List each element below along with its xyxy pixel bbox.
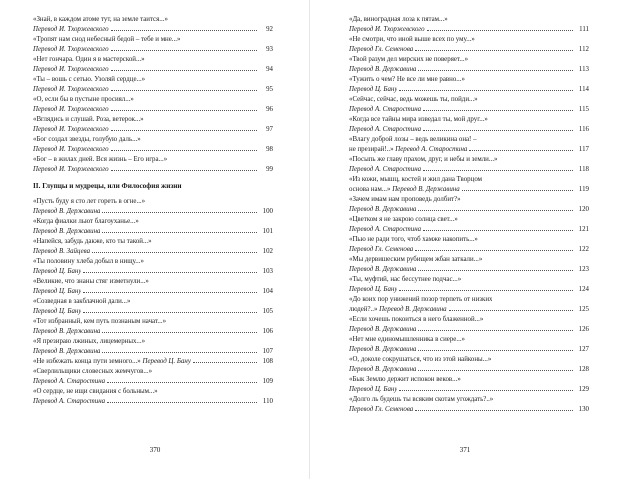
translator-credit: Перевод И. Тхоржевского <box>33 46 109 53</box>
toc-entry-title-line <box>33 55 273 65</box>
toc-entry <box>349 375 589 395</box>
poem-first-line: «О, доколе сокрушаться, что из этой найконы...» <box>349 356 492 363</box>
toc-entry-translator-line <box>33 307 273 317</box>
toc-entry-translator-line <box>33 247 273 257</box>
toc-entry <box>33 95 273 115</box>
poem-first-line: «Когда фиалки льют благоуханье...» <box>33 218 139 225</box>
poem-first-line: «Долго ль будешь ты всяким скотам угождать?..» <box>349 396 494 403</box>
translator-credit: Перевод И. Тхоржевского <box>33 26 109 33</box>
toc-entry <box>349 235 589 255</box>
leader-dots <box>423 230 573 231</box>
toc-entry-translator-line <box>349 205 589 215</box>
page-reference: 118 <box>578 166 589 173</box>
leader-dots <box>83 312 257 313</box>
leader-dots <box>418 370 573 371</box>
poem-first-line: «Знай, в каждом атоме тут, на земле таится...» <box>33 16 168 23</box>
translator-credit-inline: Перевод В. Державина <box>392 186 460 193</box>
page-reference: 95 <box>266 86 273 93</box>
toc-entry-title-line <box>349 215 589 225</box>
leader-dots <box>111 170 257 171</box>
page-reference: 96 <box>266 106 273 113</box>
translator-credit: Перевод Ц. Бану <box>349 86 398 93</box>
leader-dots <box>111 130 257 131</box>
translator-credit: Перевод В. Зайцева <box>33 248 91 255</box>
leader-dots <box>399 390 573 391</box>
toc-entry-title-line <box>33 387 273 397</box>
leader-dots <box>427 30 573 31</box>
toc-entry-translator-line <box>33 227 273 237</box>
leader-dots <box>423 170 573 171</box>
toc-entry-translator-line <box>33 125 273 135</box>
leader-dots <box>415 410 573 411</box>
toc-entry-translator-line <box>349 245 589 255</box>
toc-entry-translator-line <box>349 45 589 55</box>
leader-dots <box>102 332 257 333</box>
leader-dots <box>418 330 573 331</box>
leader-dots <box>111 90 257 91</box>
poem-first-line: «Пусть буду я сто лет гореть в огне...» <box>33 198 146 205</box>
translator-credit-inline: Перевод В. Державина <box>379 306 447 313</box>
poem-first-line: «Если хочешь покоиться в него блаженной...» <box>349 316 484 323</box>
page-reference: 114 <box>578 86 589 93</box>
left-entries-part2 <box>33 197 273 407</box>
toc-entry <box>349 155 589 175</box>
toc-entry-translator-line <box>349 165 589 175</box>
poem-first-line: «Ты – вошь с сетью. Узоляй сердце...» <box>33 76 146 83</box>
page-reference: 128 <box>578 366 589 373</box>
leader-dots <box>92 252 257 253</box>
toc-entry-translator-line <box>349 85 589 95</box>
toc-entry-translator-line <box>349 125 589 135</box>
toc-entry-translator-line <box>33 347 273 357</box>
toc-entry-title-line <box>349 115 589 125</box>
page-reference: 115 <box>578 106 589 113</box>
leader-dots <box>107 382 257 383</box>
toc-entry-title-line <box>349 135 589 145</box>
toc-entry-title-line <box>349 375 589 385</box>
toc-entry-title-line <box>33 75 273 85</box>
poem-first-line: «Не избежать конца пути земного...» Перевод Ц. Бану <box>33 358 191 365</box>
toc-entry-title-line <box>349 395 589 405</box>
toc-entry-title-line <box>349 355 589 365</box>
toc-entry-translator-line <box>33 25 273 35</box>
toc-entry-title-line <box>33 357 273 367</box>
toc-entry <box>349 315 589 335</box>
right-page <box>310 0 620 479</box>
translator-credit: Перевод А. Старостина <box>349 126 422 133</box>
page-reference: 104 <box>262 288 273 295</box>
toc-entry-title-line <box>349 95 589 105</box>
toc-entry-translator-line <box>33 105 273 115</box>
leader-dots <box>102 232 257 233</box>
page-reference: 109 <box>262 378 273 385</box>
translator-credit: Перевод И. Тхоржевского <box>33 126 109 133</box>
page-reference: 124 <box>578 286 589 293</box>
poem-first-line: «Ты, муфтий, нас бессутнее подчас...» <box>349 276 462 283</box>
page-reference: 94 <box>266 66 273 73</box>
poem-first-line: «Бог – в жилах дней. Вся жизнь – Его игра...» <box>33 156 168 163</box>
page-reference: 112 <box>578 46 589 53</box>
leader-dots <box>111 110 257 111</box>
toc-entry-translator-line <box>33 377 273 387</box>
toc-entry-title-line <box>349 75 589 85</box>
translator-credit: Перевод И. Тхоржевского <box>33 166 109 173</box>
toc-entry-translator-line <box>33 165 273 175</box>
poem-first-line: «Твой разум дел мирских не поверяет...» <box>349 56 469 63</box>
translator-credit: Перевод А. Старостина <box>349 166 422 173</box>
translator-credit: Перевод И. Тхоржевского <box>33 106 109 113</box>
toc-entry-title-line <box>33 35 273 45</box>
translator-credit: Перевод Ц. Бану <box>33 308 82 315</box>
translator-credit: Перевод И. Тхоржевского <box>33 146 109 153</box>
translator-credit: Перевод Гл. Семенова <box>349 246 414 253</box>
page-reference: 122 <box>578 246 589 253</box>
page-reference: 99 <box>266 166 273 173</box>
page-reference: 92 <box>266 26 273 33</box>
page-reference: 121 <box>578 226 589 233</box>
toc-entry <box>33 35 273 55</box>
leader-dots <box>111 50 257 51</box>
toc-entry-translator-line <box>33 207 273 217</box>
toc-entry-title-line <box>33 317 273 327</box>
toc-entry-translator-line <box>349 345 589 355</box>
toc-entry-translator-line <box>349 185 589 195</box>
toc-entry-title-line <box>33 367 273 377</box>
toc-entry <box>33 217 273 237</box>
translator-credit: Перевод В. Державина <box>349 346 417 353</box>
leader-dots <box>193 362 257 363</box>
poem-first-line: «Бык Землю держит испокон веков...» <box>349 376 461 383</box>
poem-first-line: «Я презираю лжиных, лицемерных...» <box>33 338 146 345</box>
toc-entry-translator-line <box>33 145 273 155</box>
toc-entry <box>349 35 589 55</box>
toc-entry <box>349 115 589 135</box>
right-entries <box>349 15 589 415</box>
toc-entry <box>349 295 589 315</box>
toc-entry-translator-line <box>33 397 273 407</box>
leader-dots <box>83 272 257 273</box>
page-reference: 129 <box>578 386 589 393</box>
translator-credit: людей?..» Перевод В. Державина <box>349 306 447 313</box>
toc-entry-title-line <box>349 55 589 65</box>
poem-first-line: «Из кожи, мышц, костей и жил дана Творцом <box>349 176 482 183</box>
poem-first-line: «Нет мне единомышленника в сиере...» <box>349 336 465 343</box>
toc-entry <box>349 195 589 215</box>
toc-entry-translator-line <box>33 65 273 75</box>
toc-entry-title-line <box>33 197 273 207</box>
translator-credit: не презирай!..» Перевод А. Старостина <box>349 146 468 153</box>
toc-entry-title-line <box>349 195 589 205</box>
toc-entry <box>33 135 273 155</box>
leader-dots <box>399 290 573 291</box>
toc-entry <box>33 297 273 317</box>
page-reference: 110 <box>262 398 273 405</box>
translator-credit: Перевод И. Тхоржевского <box>33 86 109 93</box>
toc-entry-title-line <box>349 275 589 285</box>
poem-first-line: «Пью не ради того, чтоб хамже накопить...» <box>349 236 478 243</box>
toc-entry-title-line <box>33 115 273 125</box>
toc-entry <box>349 175 589 195</box>
leader-dots <box>83 292 257 293</box>
poem-first-line: «Великие, что знаны стяг изметнули...» <box>33 278 149 285</box>
poem-first-line: «Тужить о чем? Не все ли мне равно...» <box>349 76 465 83</box>
poem-first-line: «Зачем имам нам проповедь долбит?» <box>349 196 461 203</box>
translator-credit: Перевод В. Державина <box>349 266 417 273</box>
toc-entry <box>349 335 589 355</box>
page-reference: 113 <box>578 66 589 73</box>
toc-entry <box>33 357 273 367</box>
toc-entry <box>33 337 273 357</box>
left-contents-column <box>33 15 273 407</box>
toc-entry-title-line <box>349 15 589 25</box>
translator-credit: Перевод Ц. Бану <box>33 268 82 275</box>
toc-entry <box>349 75 589 95</box>
poem-first-line: «Посыпь же главу прахом, друг, и небы и земли...» <box>349 156 498 163</box>
translator-credit: Перевод И. Тхоржевского <box>33 66 109 73</box>
toc-entry-translator-line <box>349 105 589 115</box>
translator-credit: основа нам...» Перевод В. Державина <box>349 186 460 193</box>
toc-entry <box>349 255 589 275</box>
toc-entry-title-line <box>349 315 589 325</box>
toc-entry-translator-line <box>349 405 589 415</box>
toc-entry <box>33 257 273 277</box>
page-reference: 130 <box>578 406 589 413</box>
toc-entry <box>349 95 589 115</box>
leader-dots <box>418 70 573 71</box>
page-reference: 108 <box>262 358 273 365</box>
left-entries-part1 <box>33 15 273 175</box>
poem-first-line: «Сейчас, сейчас, ведь можешь ты, пойди...» <box>349 96 478 103</box>
toc-entry <box>33 75 273 95</box>
leader-dots <box>423 110 573 111</box>
page-reference: 125 <box>578 306 589 313</box>
poem-first-line: «Да, виноградная лоза к пятам...» <box>349 16 448 23</box>
toc-entry-title-line <box>349 255 589 265</box>
translator-credit: Перевод В. Державина <box>33 348 101 355</box>
toc-entry-translator-line <box>33 45 273 55</box>
translator-credit: Перевод А. Старостина <box>33 378 106 385</box>
toc-entry <box>349 15 589 35</box>
toc-entry <box>349 55 589 75</box>
poem-first-line: «Тропят нам снод небесный бедой – тебе и мне...» <box>33 36 181 43</box>
right-page-number: 371 <box>459 446 471 454</box>
translator-credit: Перевод А. Старостина <box>349 226 422 233</box>
page-reference: 127 <box>578 346 589 353</box>
toc-entry-title-line <box>349 335 589 345</box>
poem-first-line: «Бог создал звезды, голубую даль...» <box>33 136 141 143</box>
toc-entry <box>33 277 273 297</box>
leader-dots <box>111 70 257 71</box>
toc-entry-title-line <box>33 95 273 105</box>
leader-dots <box>469 150 573 151</box>
toc-entry-title-line <box>33 135 273 145</box>
toc-entry <box>349 355 589 375</box>
toc-entry <box>33 15 273 35</box>
toc-entry-translator-line <box>33 287 273 297</box>
toc-entry <box>33 197 273 217</box>
poem-first-line: «Созведная в закблачной дали...» <box>33 298 131 305</box>
toc-entry-title-line <box>33 237 273 247</box>
toc-entry-title-line <box>33 217 273 227</box>
page-reference: 101 <box>262 228 273 235</box>
poem-first-line: «Тот избранный, кем путь познаным начат...» <box>33 318 167 325</box>
toc-entry-translator-line <box>33 267 273 277</box>
leader-dots <box>418 210 573 211</box>
poem-first-line: «Сверлильщики словесных жемчугов...» <box>33 368 153 375</box>
leader-dots <box>399 90 573 91</box>
translator-credit: Перевод Гл. Семенова <box>349 46 414 53</box>
translator-credit: Перевод Ц. Бану <box>349 386 398 393</box>
leader-dots <box>415 50 573 51</box>
toc-entry-translator-line <box>349 305 589 315</box>
toc-entry-translator-line <box>349 285 589 295</box>
toc-entry <box>349 395 589 415</box>
page-reference: 123 <box>578 266 589 273</box>
toc-entry <box>33 155 273 175</box>
poem-first-line: «О, если бы в пустыне просиял...» <box>33 96 134 103</box>
page-reference: 105 <box>262 308 273 315</box>
toc-entry-title-line <box>349 175 589 185</box>
page-reference: 106 <box>262 328 273 335</box>
translator-credit: Перевод В. Державина <box>33 208 101 215</box>
page-reference: 97 <box>266 126 273 133</box>
toc-entry-translator-line <box>33 327 273 337</box>
translator-credit: Перевод В. Державина <box>33 328 101 335</box>
leader-dots <box>111 30 257 31</box>
poem-first-line: «Влагу доброй лозы – ведь великина она! – <box>349 136 477 143</box>
toc-entry <box>33 367 273 387</box>
page-reference: 126 <box>578 326 589 333</box>
translator-credit: Перевод И. Тхоржевского <box>349 26 425 33</box>
poem-first-line: «Нет гончара. Один я в мастерской...» <box>33 56 145 63</box>
translator-credit: Перевод В. Державина <box>349 326 417 333</box>
poem-first-line: «Вглядись и слушай. Роза, ветерок...» <box>33 116 144 123</box>
toc-entry-translator-line <box>349 145 589 155</box>
toc-entry-title-line <box>33 297 273 307</box>
leader-dots <box>418 270 573 271</box>
leader-dots <box>107 402 257 403</box>
leader-dots <box>415 250 573 251</box>
toc-entry <box>33 317 273 337</box>
page-reference: 120 <box>578 206 589 213</box>
poem-first-line: «Ты половину хлеба добыл в нищу...» <box>33 258 144 265</box>
toc-entry-title-line <box>33 155 273 165</box>
toc-entry-title-line <box>33 337 273 347</box>
page-reference: 102 <box>262 248 273 255</box>
left-page-number: 370 <box>149 446 161 454</box>
right-contents-column <box>349 15 589 415</box>
page-reference: 100 <box>262 208 273 215</box>
leader-dots <box>423 130 573 131</box>
translator-credit: Перевод В. Державина <box>349 206 417 213</box>
toc-entry <box>33 387 273 407</box>
toc-entry-translator-line <box>349 265 589 275</box>
leader-dots <box>102 212 257 213</box>
toc-entry-title-line <box>33 277 273 287</box>
toc-entry-translator-line <box>349 65 589 75</box>
poem-first-line: «О сердце, не ищи свидания с больным...» <box>33 388 158 395</box>
translator-credit: Перевод Ц. Бану <box>349 286 398 293</box>
translator-credit: Перевод А. Старостина <box>33 398 106 405</box>
page-reference: 117 <box>578 146 589 153</box>
toc-entry <box>349 135 589 155</box>
translator-credit-inline: Перевод А. Старостина <box>395 146 468 153</box>
page-reference: 103 <box>262 268 273 275</box>
poem-first-line: «Напейся, забудь дакже, кто ты такой...» <box>33 238 152 245</box>
leader-dots <box>111 150 257 151</box>
leader-dots <box>418 350 573 351</box>
toc-entry-translator-line <box>349 325 589 335</box>
toc-entry-title-line <box>33 257 273 267</box>
leader-dots <box>449 310 573 311</box>
toc-entry <box>349 215 589 235</box>
toc-entry-title-line <box>349 35 589 45</box>
page-reference: 116 <box>578 126 589 133</box>
page-reference: 107 <box>262 348 273 355</box>
page-reference: 93 <box>266 46 273 53</box>
leader-dots <box>462 190 573 191</box>
toc-entry-translator-line <box>349 385 589 395</box>
toc-entry <box>33 237 273 257</box>
page-reference: 111 <box>579 26 589 33</box>
translator-credit: Перевод А. Старостина <box>349 106 422 113</box>
toc-entry-translator-line <box>349 25 589 35</box>
toc-entry-title-line <box>33 15 273 25</box>
toc-entry <box>33 55 273 75</box>
poem-first-line: «Цветком я не закрою солнца свет...» <box>349 216 458 223</box>
poem-first-line: «До коих пор унижений позор терпеть от низких <box>349 296 493 303</box>
toc-entry <box>349 275 589 295</box>
toc-entry-title-line <box>349 155 589 165</box>
poem-first-line: «Когда все тайны мира изведал ты, мой друг...» <box>349 116 488 123</box>
toc-entry-translator-line <box>349 365 589 375</box>
translator-credit: Перевод Ц. Бану <box>33 288 82 295</box>
translator-credit-inline: Перевод Ц. Бану <box>142 358 191 365</box>
toc-entry-title-line <box>349 295 589 305</box>
toc-entry-translator-line <box>349 225 589 235</box>
page-reference: 119 <box>578 186 589 193</box>
translator-credit: Перевод Гл. Семенова <box>349 406 414 413</box>
translator-credit: Перевод В. Державина <box>349 66 417 73</box>
section-heading: II. Глупцы и мудрецы, или Философия жизни <box>33 182 182 190</box>
poem-first-line: «Мы дервишеским рубищем жбан заткали...» <box>349 256 483 263</box>
leader-dots <box>102 352 257 353</box>
toc-entry-translator-line <box>33 85 273 95</box>
toc-entry-title-line <box>349 235 589 245</box>
translator-credit: Перевод В. Державина <box>33 228 101 235</box>
poem-first-line: «Не смотри, что иной выше всех по уму...» <box>349 36 475 43</box>
toc-entry <box>33 115 273 135</box>
page-reference: 98 <box>266 146 273 153</box>
translator-credit: Перевод В. Державина <box>349 366 417 373</box>
